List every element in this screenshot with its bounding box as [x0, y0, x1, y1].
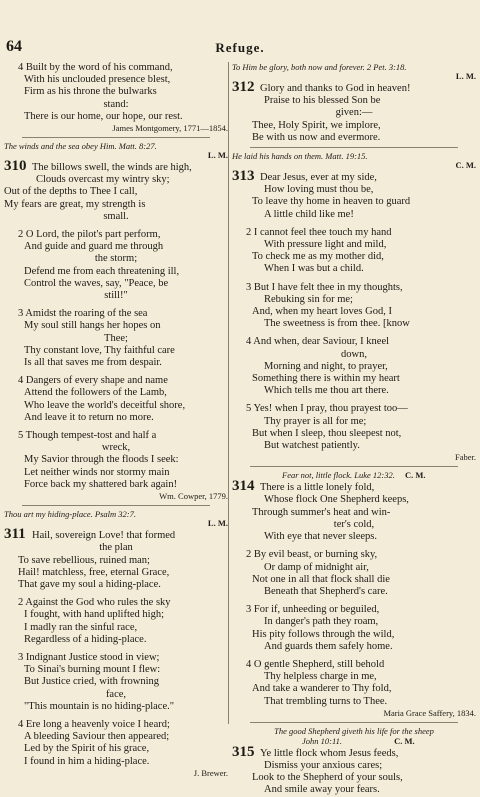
hymn-topic-reference: John 10:11. — [302, 735, 342, 746]
hymn-number: 315 — [232, 743, 255, 760]
verse-line: I madly ran the sinful race, — [24, 621, 138, 633]
verse-line: Thee, Holy Spirit, we implore, — [252, 119, 381, 131]
verse-line: Thy helpless charge in me, — [264, 671, 377, 683]
verse-line: Let neither winds nor stormy main — [24, 466, 170, 478]
hymn-topic: He laid his hands on them. Matt. 19:15. — [232, 151, 368, 162]
verse-line: Or damp of midnight air, — [264, 561, 369, 573]
verse-line: And guards them safely home. — [264, 640, 393, 652]
verse-line: given:— — [335, 107, 373, 119]
verse-line: 3 For if, unheeding or beguiled, — [246, 604, 380, 616]
verse-line: Through summer's heat and win- — [252, 506, 391, 518]
hymn-meter: L. M. — [207, 518, 228, 529]
verse-line: Attend the followers of the Lamb, — [24, 387, 167, 399]
verse-line: face, — [105, 688, 127, 700]
verse-line: Force back my shattered bark again! — [24, 478, 178, 490]
hymn-separator — [250, 466, 458, 467]
verse-line: Out of the depths to Thee I call, — [4, 186, 138, 198]
verse-line: Thy prayer is all for me; — [264, 415, 367, 427]
hymn-number: 314 — [232, 478, 255, 495]
hymn-topic: The winds and the sea obey Him. Matt. 8:27. — [4, 141, 157, 152]
hymn-author: Maria Grace Saffery, 1834. — [383, 707, 476, 718]
verse-line: But watchest patiently. — [264, 440, 360, 452]
verse-line: 5 Though tempest-tost and half a — [18, 430, 157, 442]
verse-line: the storm; — [94, 253, 138, 265]
hymn-311 — [4, 509, 228, 779]
hymn-312 — [232, 62, 476, 144]
verse-line: Who leave the world's deceitful shore, — [24, 399, 186, 411]
hymn-310 — [4, 141, 228, 502]
verse-line: Rebuking sin for me; — [264, 293, 353, 305]
verse-line: With pressure light and mild, — [264, 239, 387, 251]
verse-line: Is all that saves me from despair. — [24, 357, 162, 369]
verse-line: And take a wanderer to Thy fold, — [252, 683, 392, 695]
verse-line: still!" — [104, 290, 128, 302]
verse-line: 4 Ere long a heavenly voice I heard; — [18, 718, 170, 730]
verse-line: 2 Against the God who rules the sky — [18, 597, 171, 609]
verse-line: To check me as my mother did, — [252, 251, 384, 263]
hymn-separator — [22, 505, 210, 506]
verse-line: Glory and thanks to God in heaven! — [260, 83, 411, 94]
verse-line: Dear Jesus, ever at my side, — [260, 172, 377, 184]
verse-line: Praise to his blessed Son be — [264, 95, 381, 107]
verse-line: ter's cold, — [333, 518, 375, 530]
verse-line: My Savior through the floods I seek: — [24, 454, 179, 466]
verse-line: To save rebellious, ruined man; — [18, 554, 150, 566]
verse-line: A bleeding Saviour then appeared; — [24, 731, 170, 743]
hymn-315 — [232, 726, 476, 797]
verse-line: That trembling turns to Thee. — [264, 695, 388, 707]
hymn-separator — [250, 722, 458, 723]
verse-line: Not one in all that flock shall die — [252, 573, 390, 585]
hymn-number: 313 — [232, 168, 255, 185]
hymn-author: Faber. — [454, 452, 476, 463]
verse-line: 3 But I have felt thee in my thoughts, — [246, 281, 403, 293]
verse-line: My fears are great, my strength is — [4, 198, 146, 210]
verse-line: How loving must thou be, — [264, 184, 374, 196]
verse-line: My soul still hangs her hopes on — [24, 320, 161, 332]
hymn-topic: Thou art my hiding-place. Psalm 32:7. — [4, 509, 136, 520]
previous-hymn-verse — [4, 62, 228, 123]
verse-line: Regardless of a hiding-place. — [24, 633, 147, 645]
verse-line: His pity follows through the wild, — [252, 628, 395, 640]
verse-line: Which tells me thou art there. — [264, 385, 389, 397]
verse-line: Hail! matchless, free, eternal Grace, — [18, 566, 170, 578]
verse-line: Dismiss your anxious cares; — [264, 759, 383, 771]
verse-line: Thee; — [104, 332, 128, 344]
hymn-meter: L. M. — [455, 71, 476, 81]
page-header — [0, 38, 480, 60]
verse-line: Defend me from each threatening ill, — [24, 265, 180, 277]
verse-line: The billows swell, the winds are high, — [32, 162, 192, 174]
right-column — [232, 62, 476, 797]
verse-line: To Sinai's burning mount I flew: — [24, 664, 161, 676]
verse-line: Control the waves, say, "Peace, be — [24, 277, 169, 289]
verse-line: 4 Dangers of every shape and name — [18, 375, 168, 387]
verse-line: 4 And when, dear Saviour, I kneel — [246, 336, 390, 348]
verse-line: 4 Built by the word of his command, — [18, 62, 173, 73]
verse-line: Led by the Spirit of his grace, — [24, 743, 150, 755]
verse-line: There is our home, our hope, our rest. — [24, 110, 183, 122]
verse-line: When I was but a child. — [264, 263, 364, 275]
verse-line: small. — [103, 210, 129, 222]
page-number: 64 — [6, 38, 22, 55]
hymn-meter: C. M. — [394, 735, 415, 746]
hymn-topic: The good Shepherd giveth his life for the sheep — [274, 725, 434, 736]
column-divider — [228, 62, 229, 724]
verse-line: The sweetness is from thee. [know — [264, 318, 410, 330]
verse-line: Thy constant love, Thy faithful care — [24, 344, 175, 356]
verse-line: With eye that never sleeps. — [264, 531, 377, 543]
verse-line: To leave thy home in heaven to guard — [252, 196, 411, 208]
verse-line: wreck, — [101, 442, 131, 454]
verse-line: 5 Yes! when I pray, thou prayest too— — [246, 403, 408, 415]
verse-line: And smile away your fears. — [264, 784, 380, 796]
verse-line: A little child like me! — [264, 208, 354, 220]
hymn-topic: To Him be glory, both now and forever. 2 Pet. 3:18. — [232, 62, 407, 72]
hymn-meter: L. M. — [207, 150, 228, 161]
left-column — [4, 62, 228, 779]
hymn-number: 312 — [232, 79, 255, 95]
hymn-number: 310 — [4, 158, 27, 175]
verse-line: Something there is within my heart — [252, 373, 400, 385]
verse-line: Be with us now and evermore. — [252, 131, 381, 143]
hymn-314 — [232, 470, 476, 718]
verse-line: And, when my heart loves God, I — [252, 306, 392, 318]
verse-line: "This mountain is no hiding-place." — [24, 700, 175, 712]
hymn-number: 311 — [4, 526, 26, 543]
verse-line: But Justice cried, with frowning — [24, 676, 160, 688]
verse-line: stand: — [103, 98, 129, 110]
verse-line: That gave my soul a hiding-place. — [18, 578, 161, 590]
hymn-author: Wm. Cowper, 1779. — [159, 491, 228, 502]
hymn-separator — [22, 137, 210, 138]
verse-line: I fought, with hand uplifted high; — [24, 609, 164, 621]
hymn-separator — [250, 147, 458, 148]
verse-line: In danger's path they roam, — [264, 616, 379, 628]
verse-line: the plan — [99, 542, 133, 554]
verse-line: Ye little flock whom Jesus feeds, — [260, 747, 399, 759]
verse-line: Firm as his throne the bulwarks — [24, 86, 157, 98]
verse-line: 2 O Lord, the pilot's part perform, — [18, 229, 161, 241]
verse-line: And guide and guard me through — [24, 241, 164, 253]
hymn-313 — [232, 151, 476, 463]
verse-line: 3 Amidst the roaring of the sea — [18, 308, 148, 320]
verse-line: With his unclouded presence blest, — [24, 74, 171, 86]
hymn-meter: C. M. — [404, 470, 426, 481]
verse-line: Beneath that Shepherd's care. — [264, 585, 388, 597]
page-title: Refuge. — [215, 40, 265, 55]
verse-line: I found in him a hiding-place. — [24, 755, 150, 767]
verse-line: down, — [341, 348, 367, 360]
hymn-author: James Montgomery, 1771—1854. — [112, 123, 228, 134]
verse-line: Whose flock One Shepherd keeps, — [264, 494, 409, 506]
verse-line: But when I sleep, thou sleepest not, — [252, 427, 402, 439]
verse-line: 3 Indignant Justice stood in view; — [18, 651, 160, 663]
verse-line: 2 By evil beast, or burning sky, — [246, 549, 378, 561]
verse-line: Hail, sovereign Love! that formed — [32, 530, 176, 542]
verse-line: There is a little lonely fold, — [260, 482, 375, 494]
hymn-author: J. Brewer. — [193, 767, 228, 778]
verse-line: 2 I cannot feel thee touch my hand — [246, 226, 392, 238]
verse-line: Look to the Shepherd of your souls, — [252, 772, 403, 784]
verse-line: Clouds overcast my wintry sky; — [36, 174, 170, 186]
verse-line: 4 O gentle Shepherd, still behold — [246, 658, 385, 670]
verse-line: Morning and night, to prayer, — [264, 360, 388, 372]
verse-line: And leave it to return no more. — [24, 411, 154, 423]
hymn-topic: Fear not, little flock. Luke 12:32. — [282, 470, 395, 481]
hymn-meter: C. M. — [455, 160, 476, 171]
